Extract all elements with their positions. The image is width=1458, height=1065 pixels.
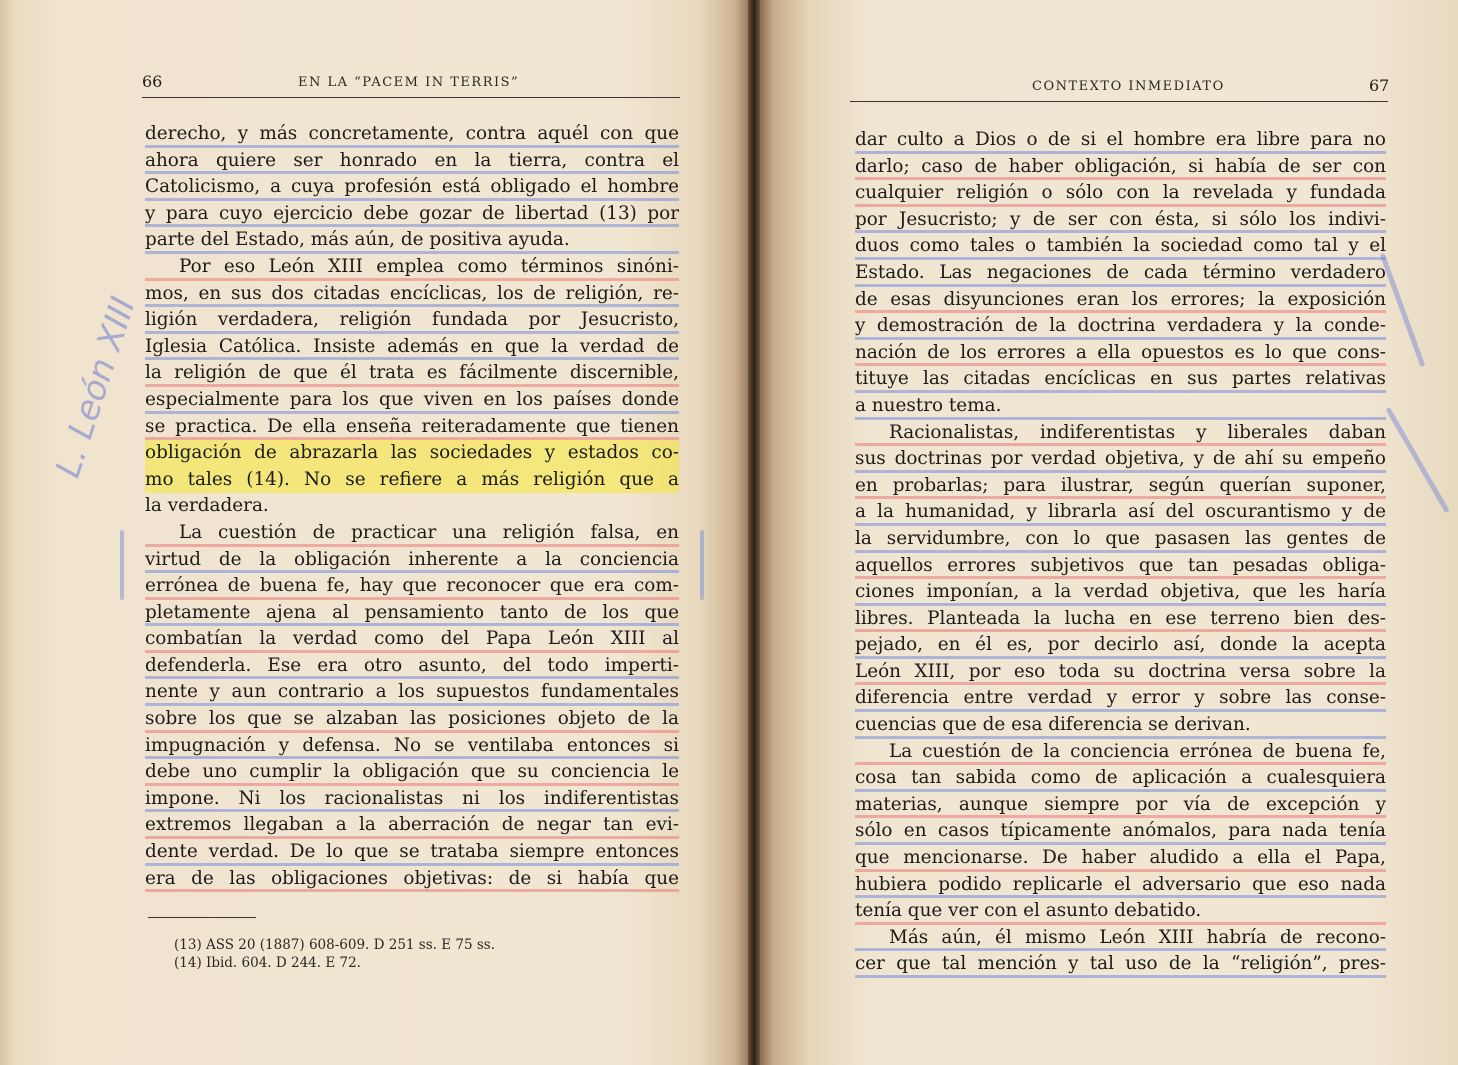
running-head-right: CONTEXTO INMEDIATO	[1032, 79, 1225, 94]
text-line: ahora quiere ser honrado en la tierra, contra el	[145, 148, 679, 175]
text-line: ciones imponían, a la verdad objetiva, que les haría	[855, 579, 1386, 606]
text-line: sólo en casos típicamente anómalos, para nada tenía	[855, 818, 1386, 845]
text-line: virtud de la obligación inherente a la conciencia	[145, 547, 679, 574]
text-line: a la humanidad, y librarla así del oscurantismo y de	[855, 499, 1386, 526]
text-line: La cuestión de practicar una religión falsa, en	[145, 520, 679, 547]
text-line: dente verdad. De lo que se trataba siempre entonces	[145, 839, 679, 866]
margin-pen-mark	[1385, 407, 1449, 513]
text-line: Catolicismo, a cuya profesión está obligado el hombre	[145, 174, 679, 201]
text-line: duos como tales o también la sociedad como tal y el	[855, 233, 1386, 260]
text-line: extremos llegaban a la aberración de negar tan evi-	[145, 812, 679, 839]
text-line: combatían la verdad como del Papa León XIII al	[145, 626, 679, 653]
text-line: Iglesia Católica. Insiste además en que la verdad de	[145, 334, 679, 361]
book-gutter	[748, 0, 760, 1065]
text-line: a nuestro tema.	[855, 393, 1386, 420]
page-number-right: 67	[1369, 76, 1390, 95]
running-head-left: EN LA “PACEM IN TERRIS”	[298, 75, 520, 90]
text-line: darlo; caso de haber obligación, si había de ser con	[855, 154, 1386, 181]
right-page	[760, 0, 1458, 1065]
right-page-body	[855, 127, 1386, 978]
text-line: libres. Planteada la lucha en ese terreno bien des-	[855, 606, 1386, 633]
text-line: mo tales (14). No se refiere a más religión que a	[145, 467, 679, 494]
text-line: Más aún, él mismo León XIII habría de recono-	[855, 925, 1386, 952]
text-line: Estado. Las negaciones de cada término verdadero	[855, 260, 1386, 287]
left-page-body	[145, 121, 679, 892]
text-line: y demostración de la doctrina verdadera y la conde-	[855, 313, 1386, 340]
text-line: dar culto a Dios o de si el hombre era libre para no	[855, 127, 1386, 154]
text-line: pletamente ajena al pensamiento tanto de los que	[145, 600, 679, 627]
text-line: la verdadera.	[145, 495, 269, 517]
margin-pen-mark	[1380, 253, 1426, 367]
text-line: derecho, y más concretamente, contra aquél con que	[145, 121, 679, 148]
text-line: cer que tal mención y tal uso de la “religión”, pres-	[855, 951, 1386, 978]
header-rule-right	[850, 101, 1388, 102]
footnote-rule	[148, 917, 256, 918]
text-line: errónea de buena fe, hay que reconocer que era com-	[145, 573, 679, 600]
text-line: defenderla. Ese era otro asunto, del todo imperti-	[145, 653, 679, 680]
text-line: La cuestión de la conciencia errónea de buena fe,	[855, 739, 1386, 766]
text-line: Racionalistas, indiferentistas y liberales daban	[855, 420, 1386, 447]
text-line: especialmente para los que viven en los países donde	[145, 387, 679, 414]
text-line: cuencias que de esa diferencia se derivan.	[855, 712, 1386, 739]
text-line: debe uno cumplir la obligación que su conciencia le	[145, 759, 679, 786]
text-line: parte del Estado, más aún, de positiva ayuda.	[145, 227, 679, 254]
text-line: era de las obligaciones objetivas: de si había que	[145, 866, 679, 893]
text-line: sobre los que se alzaban las posiciones objeto de la	[145, 706, 679, 733]
text-line: nente y aun contrario a los supuestos fundamentales	[145, 679, 679, 706]
footnote-13: (13) ASS 20 (1887) 608-609. D 251 ss. E 75 ss.	[174, 937, 496, 953]
text-line: cosa tan sabida como de aplicación a cualesquiera	[855, 765, 1386, 792]
text-line: tituye las citadas encíclicas en sus partes relativas	[855, 366, 1386, 393]
text-line: tenía que ver con el asunto debatido.	[855, 898, 1386, 925]
text-line: y para cuyo ejercicio debe gozar de libertad (13) por	[145, 201, 679, 228]
text-line: que mencionarse. De haber aludido a ella el Papa,	[855, 845, 1386, 872]
margin-bracket-mark	[120, 530, 124, 600]
text-line: se practica. De ella enseña reiteradamente que tienen	[145, 414, 679, 441]
text-line: impone. Ni los racionalistas ni los indiferentistas	[145, 786, 679, 813]
text-line: León XIII, por eso toda su doctrina versa sobre la	[855, 659, 1386, 686]
text-line: materias, aunque siempre por vía de excepción y	[855, 792, 1386, 819]
text-line: la servidumbre, con lo que pasasen las gentes de	[855, 526, 1386, 553]
text-line: diferencia entre verdad y error y sobre las conse-	[855, 685, 1386, 712]
text-line: ligión verdadera, religión fundada por Jesucristo,	[145, 307, 679, 334]
text-line: obligación de abrazarla las sociedades y estados co-	[145, 440, 679, 467]
text-line: mos, en sus dos citadas encíclicas, los de religión, re-	[145, 281, 679, 308]
footnote-14: (14) Ibid. 604. D 244. E 72.	[174, 955, 361, 971]
text-line: por Jesucristo; y de ser con ésta, si sólo los indivi-	[855, 207, 1386, 234]
page-number-left: 66	[142, 72, 163, 91]
margin-bracket-mark	[700, 530, 704, 600]
text-line: sus doctrinas por verdad objetiva, y de ahí su empeño	[855, 446, 1386, 473]
text-line: pejado, en él es, por decirlo así, donde la acepta	[855, 632, 1386, 659]
handwritten-margin-note: L. León XIII	[48, 292, 144, 483]
text-line: hubiera podido replicarle el adversario que eso nada	[855, 872, 1386, 899]
header-rule-left	[142, 97, 680, 98]
text-line: nación de los errores a ella opuestos es lo que cons-	[855, 340, 1386, 367]
text-line: cualquier religión o sólo con la revelada y fundada	[855, 180, 1386, 207]
text-line: impugnación y defensa. No se ventilaba entonces si	[145, 733, 679, 760]
text-line: la religión de que él trata es fácilmente discernible,	[145, 360, 679, 387]
text-line: Por eso León XIII emplea como términos sinóni-	[145, 254, 679, 281]
footnotes	[174, 936, 495, 972]
text-line: en probarlas; para ilustrar, según querían suponer,	[855, 473, 1386, 500]
text-line: aquellos errores subjetivos que tan pesadas obliga-	[855, 553, 1386, 580]
text-line: de esas disyunciones eran los errores; la exposición	[855, 287, 1386, 314]
